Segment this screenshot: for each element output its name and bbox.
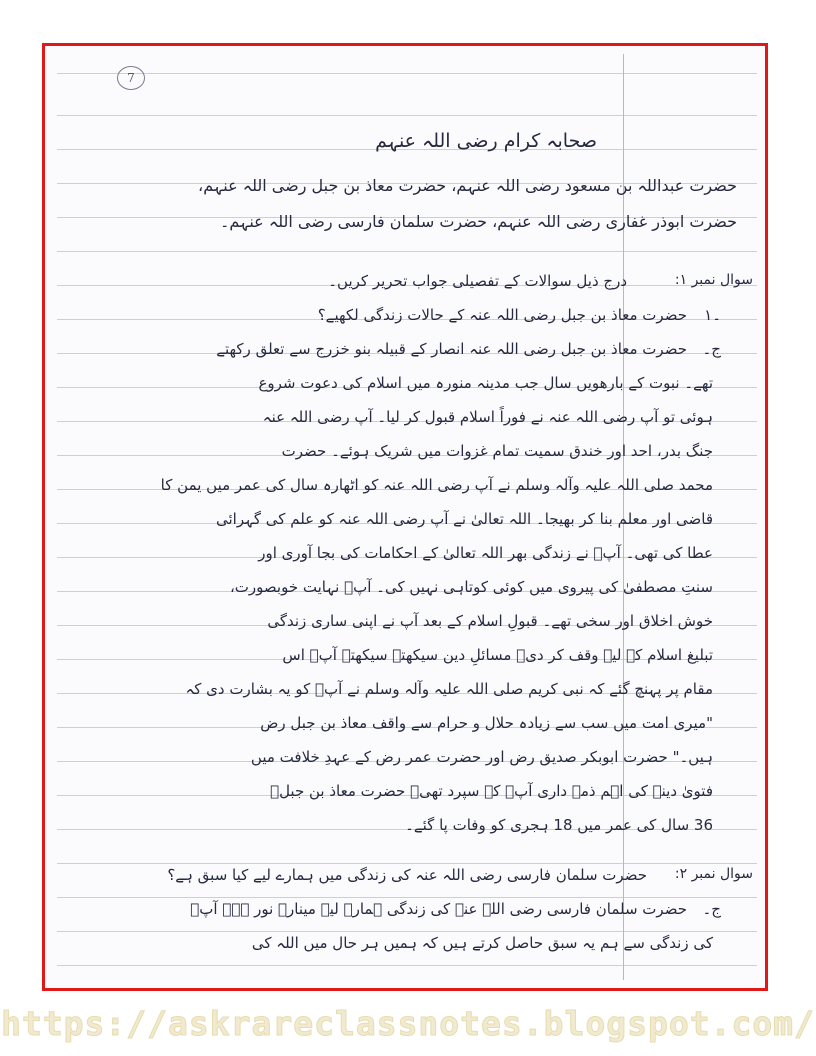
question-text: حضرت سلمان فارسی رضی اللہ عنہ کی زندگی میں ہمارے لیے کیا سبق ہے؟ <box>167 866 647 884</box>
answer-line: عطا کی تھی۔ آپؓ نے زندگی بھر اللہ تعالیٰ کے احکامات کی بجا آوری اور <box>258 544 713 562</box>
answer-line: حضرت سلمان فارسی رضی اللہ عنہ کی زندگی ہمارے لیے مینارہ نور ہے۔ آپؓ <box>190 900 687 918</box>
answer-line: محمد صلی اللہ علیہ وآلہ وسلم نے آپ رضی اللہ عنہ کو اٹھارہ سال کی عمر میں یمن کا <box>160 476 713 494</box>
instruction-text: درج ذیل سوالات کے تفصیلی جواب تحریر کریں۔ <box>328 272 627 290</box>
answer-marker: ج۔ <box>702 340 721 358</box>
answer-line: حضرت معاذ بن جبل رضی اللہ عنہ انصار کے قبیلہ بنو خزرج سے تعلق رکھتے <box>216 340 687 358</box>
answer-line: تبلیغ اسلام کے لیے وقف کر دی۔ مسائلِ دین سیکھتے سیکھتے آپؓ اس <box>282 646 713 664</box>
subtitle-line: حضرت ابوذر غفاری رضی اللہ عنہم، حضرت سلمان فارسی رضی اللہ عنہم۔ <box>219 212 737 231</box>
question-label: سوال نمبر ۱: <box>674 272 753 288</box>
answer-line: خوش اخلاق اور سخی تھے۔ قبولِ اسلام کے بعد آپ نے اپنی ساری زندگی <box>267 612 713 630</box>
answer-line: "میری امت میں سب سے زیادہ حلال و حرام سے واقف معاذ بن جبل رض <box>260 714 713 732</box>
question-number: ۱۔ <box>704 306 721 324</box>
answer-line: ہیں۔" حضرت ابوبکر صدیق رض اور حضرت عمر رض کے عہدِ خلافت میں <box>250 748 713 766</box>
answer-line: تھے۔ نبوت کے بارھویں سال جب مدینہ منورہ میں اسلام کی دعوت شروع <box>258 374 713 392</box>
answer-line: قاضی اور معلم بنا کر بھیجا۔ اللہ تعالیٰ نے آپ رضی اللہ عنہ کو علم کی گہرائی <box>215 510 713 528</box>
question-label: سوال نمبر ۲: <box>674 866 753 882</box>
answer-line: ہوئی تو آپ رضی اللہ عنہ نے فوراً اسلام قبول کر لیا۔ آپ رضی اللہ عنہ <box>262 408 713 426</box>
answer-line: مقام پر پہنچ گئے کہ نبی کریم صلی اللہ علیہ وآلہ وسلم نے آپؓ کو یہ بشارت دی کہ <box>185 680 713 698</box>
document-frame <box>42 43 768 991</box>
answer-line: فتویٰ دینے کی اہم ذمہ داری آپؓ کے سپرد تھی۔ حضرت معاذ بن جبلؓ <box>270 782 713 800</box>
question-text: حضرت معاذ بن جبل رضی اللہ عنہ کے حالات زندگی لکھیے؟ <box>317 306 687 324</box>
answer-line: 36 سال کی عمر میں 18 ہجری کو وفات پا گئے۔ <box>405 816 713 834</box>
page-number: 7 <box>117 66 145 90</box>
notebook-page <box>57 54 757 980</box>
answer-marker: ج۔ <box>702 900 721 918</box>
subtitle-line: حضرت عبداللہ بن مسعود رضی اللہ عنہم، حضرت معاذ بن جبل رضی اللہ عنہم، <box>198 176 737 195</box>
answer-line: جنگ بدر، احد اور خندق سمیت تمام غزوات میں شریک ہوئے۔ حضرت <box>281 442 713 460</box>
page-title: صحابہ کرام رضی اللہ عنہم <box>375 130 597 152</box>
watermark-url: https://askrareclassnotes.blogspot.com/ <box>1 1004 815 1043</box>
answer-line: سنتِ مصطفیٰ کی پیروی میں کوئی کوتاہی نہیں کی۔ آپؓ نہایت خوبصورت، <box>229 578 713 596</box>
answer-line: کی زندگی سے ہم یہ سبق حاصل کرتے ہیں کہ ہمیں ہر حال میں اللہ کی <box>251 934 713 952</box>
